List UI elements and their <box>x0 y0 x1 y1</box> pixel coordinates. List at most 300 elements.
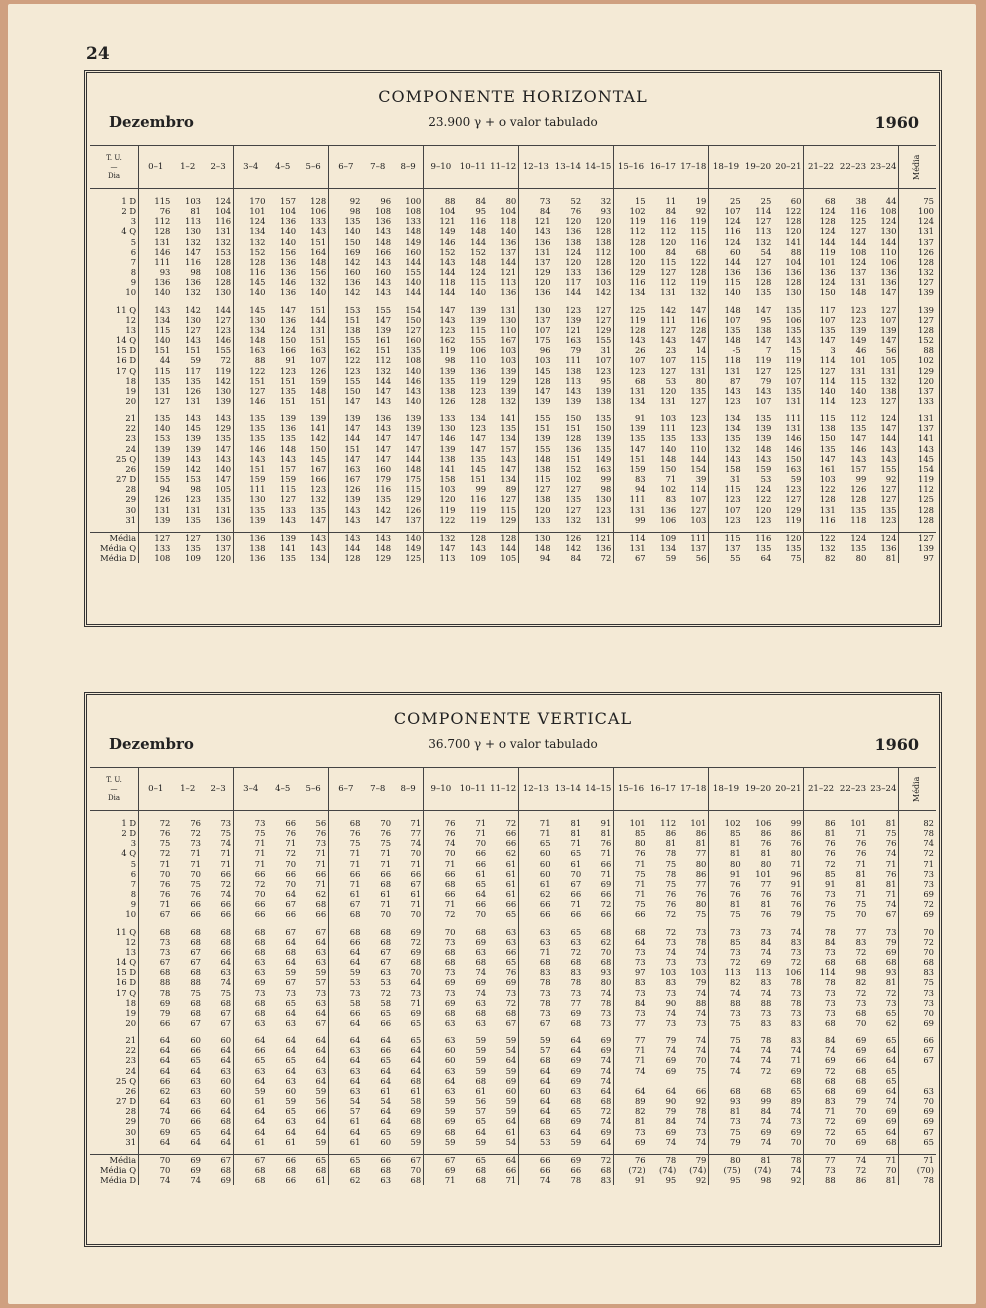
hour-header: 13–14 <box>553 768 584 811</box>
value-cell: 53 <box>665 375 677 386</box>
value-cell: 69 <box>583 1127 614 1137</box>
value-cell: 92 <box>678 206 709 216</box>
table-row <box>90 226 936 236</box>
value-cell: 148 <box>375 236 392 247</box>
value-cell: 66 <box>393 869 424 879</box>
value-cell: 73 <box>285 987 297 998</box>
value-cell: 71 <box>634 889 646 900</box>
value-cell: 73 <box>444 967 456 978</box>
value-cell: 54 <box>760 246 772 257</box>
value-cell: 135 <box>393 345 424 355</box>
value-cell: 136 <box>375 413 392 424</box>
value-cell: 71 <box>254 858 266 869</box>
value-cell: 64 <box>159 1065 171 1076</box>
value-cell: 71 <box>539 946 551 957</box>
value-cell: 116 <box>678 315 709 325</box>
value-cell: 111 <box>678 532 709 543</box>
value-cell: 143 <box>344 504 361 515</box>
hour-header: 1–2 <box>172 768 203 811</box>
value-cell: 169 <box>344 246 361 257</box>
row-label: 19 <box>90 1008 139 1018</box>
value-cell: 114 <box>755 206 772 217</box>
value-cell: 78 <box>665 848 677 859</box>
value-cell: 61 <box>285 1136 297 1147</box>
value-cell: 143 <box>488 454 519 464</box>
value-cell: 81 <box>570 828 582 839</box>
value-cell: 135 <box>819 324 836 335</box>
value-cell: 78 <box>760 1035 772 1046</box>
value-cell: 76 <box>773 899 804 909</box>
daily-mean-cell: 97 <box>899 553 936 563</box>
value-cell: 144 <box>344 433 361 444</box>
table-row <box>90 859 936 869</box>
value-cell: 76 <box>825 848 836 859</box>
value-cell: 136 <box>203 515 234 525</box>
value-cell: 123 <box>678 413 709 423</box>
value-cell: 71 <box>393 818 424 828</box>
value-cell: 136 <box>234 532 268 543</box>
value-cell: 63 <box>570 1085 582 1096</box>
value-cell: 71 <box>203 859 234 869</box>
value-cell: 83 <box>760 1017 772 1028</box>
value-cell: 155 <box>583 335 614 345</box>
value-cell: 64 <box>570 1045 582 1056</box>
value-cell: 127 <box>850 226 867 237</box>
daily-mean-cell: 63 <box>899 1086 936 1096</box>
value-cell: 112 <box>375 355 392 366</box>
value-cell: 137 <box>393 515 424 525</box>
value-cell: 68 <box>254 1165 266 1176</box>
value-cell: 126 <box>154 494 171 505</box>
table-row <box>90 474 936 484</box>
table-row <box>90 257 936 267</box>
value-cell: 140 <box>280 236 297 247</box>
value-cell: 53 <box>760 474 772 485</box>
value-cell: 73 <box>855 997 867 1008</box>
value-cell: 68 <box>254 997 266 1008</box>
value-cell: 135 <box>850 543 867 554</box>
daily-mean-cell: 127 <box>899 277 936 287</box>
value-cell: 74 <box>729 1045 741 1056</box>
value-cell: 150 <box>565 413 582 424</box>
value-cell: 64 <box>760 553 772 564</box>
value-cell: 121 <box>583 532 614 543</box>
value-cell: 71 <box>539 828 551 839</box>
value-cell: 70 <box>475 838 487 849</box>
value-cell: 147 <box>470 433 487 444</box>
value-cell: 124 <box>868 216 899 226</box>
value-cell: 148 <box>660 453 677 464</box>
value-cell: 58 <box>349 997 361 1008</box>
value-cell: 140 <box>393 277 424 287</box>
hour-header: 12–13 <box>519 146 553 189</box>
value-cell: 63 <box>298 957 329 967</box>
table-row <box>90 899 936 909</box>
value-cell: 66 <box>285 868 297 879</box>
value-cell: 81 <box>678 838 709 848</box>
value-cell: 116 <box>203 216 234 226</box>
hour-header: 16–17 <box>648 768 679 811</box>
value-cell: 148 <box>534 543 551 554</box>
value-cell: 64 <box>634 1085 646 1096</box>
value-cell: 67 <box>349 899 361 910</box>
value-cell: 61 <box>488 1127 519 1137</box>
value-cell: 66 <box>380 1017 392 1028</box>
value-cell: 127 <box>868 494 899 504</box>
row-label: 2 D <box>90 828 139 838</box>
value-cell: 93 <box>159 267 171 278</box>
value-cell: 155 <box>470 335 487 346</box>
hour-header: 0–1 <box>139 768 173 811</box>
hour-header: 3–4 <box>234 146 268 189</box>
value-cell: 68 <box>254 946 266 957</box>
daily-mean-cell: 78 <box>899 1175 936 1185</box>
value-cell: 150 <box>819 433 836 444</box>
value-cell: 147 <box>393 444 424 454</box>
value-cell: 132 <box>678 287 709 297</box>
value-cell: 81 <box>190 206 201 217</box>
value-cell: 65 <box>868 1035 899 1045</box>
value-cell: 71 <box>825 1106 836 1117</box>
value-cell: 116 <box>724 226 741 237</box>
value-cell: 61 <box>349 889 361 900</box>
value-cell: 75 <box>203 988 234 998</box>
value-cell: 69 <box>868 947 899 957</box>
value-cell: 110 <box>488 325 519 335</box>
daily-mean-cell: 71 <box>899 1154 936 1165</box>
value-cell: 78 <box>583 998 614 1008</box>
value-cell: 132 <box>868 376 899 386</box>
value-cell: 123 <box>344 365 361 376</box>
value-cell: 142 <box>344 287 361 298</box>
value-cell: 68 <box>475 1165 487 1176</box>
value-cell: 139 <box>439 365 456 376</box>
hour-header: 9–10 <box>424 768 458 811</box>
value-cell: 67 <box>190 957 201 968</box>
value-cell: 135 <box>755 543 772 554</box>
value-cell: 84 <box>539 206 551 217</box>
value-cell: 63 <box>444 1017 456 1028</box>
value-cell: 135 <box>755 287 772 298</box>
value-cell: 69 <box>583 1035 614 1045</box>
value-cell: 151 <box>154 345 171 356</box>
value-cell: 137 <box>678 543 709 553</box>
value-cell: 78 <box>539 997 551 1008</box>
value-cell: 69 <box>855 1035 867 1046</box>
value-cell: 143 <box>724 453 741 464</box>
value-cell: 64 <box>349 1126 361 1137</box>
value-cell: 69 <box>570 1007 582 1018</box>
value-cell: 125 <box>393 553 424 563</box>
value-cell: 76 <box>729 878 741 889</box>
value-cell: 69 <box>773 1127 804 1137</box>
value-cell: 99 <box>475 484 487 495</box>
row-label: 15 D <box>90 967 139 977</box>
value-cell: 88 <box>729 997 741 1008</box>
value-cell: 68 <box>190 936 201 947</box>
value-cell: 73 <box>665 957 677 968</box>
value-cell: 60 <box>539 868 551 879</box>
value-cell: 147 <box>344 423 361 434</box>
value-cell: 68 <box>298 1165 329 1175</box>
value-cell: 123 <box>755 514 772 525</box>
value-cell: 63 <box>254 957 266 968</box>
value-cell: 68 <box>475 1007 487 1018</box>
value-cell: 68 <box>349 818 361 828</box>
table-row <box>90 515 936 525</box>
value-cell: 70 <box>139 1154 173 1165</box>
value-cell: 69 <box>190 1165 201 1176</box>
row-label: 30 <box>90 505 139 515</box>
value-cell: 64 <box>488 1154 519 1165</box>
value-cell: 66 <box>203 909 234 919</box>
value-cell: 131 <box>773 396 804 406</box>
table-row <box>90 355 936 365</box>
value-cell: 163 <box>298 345 329 355</box>
value-cell: 73 <box>825 987 836 998</box>
value-cell: 113 <box>439 553 456 564</box>
table-row <box>90 484 936 494</box>
value-cell: 127 <box>583 305 614 315</box>
value-cell: 68 <box>583 927 614 937</box>
value-cell: 74 <box>760 1055 772 1066</box>
value-cell: 64 <box>190 1136 201 1147</box>
value-cell: 69 <box>855 1136 867 1147</box>
value-cell: 136 <box>488 237 519 247</box>
value-cell: 66 <box>190 1045 201 1056</box>
value-cell: 95 <box>475 206 487 217</box>
value-cell: 128 <box>470 395 487 406</box>
daily-mean-cell: 71 <box>899 859 936 869</box>
table-body <box>90 189 936 564</box>
value-cell: 56 <box>475 1096 487 1107</box>
value-cell: 144 <box>488 543 519 553</box>
value-cell: 135 <box>185 543 201 554</box>
value-cell: 68 <box>539 957 551 968</box>
value-cell: 74 <box>678 1008 709 1018</box>
value-cell: 63 <box>475 997 487 1008</box>
value-cell: 73 <box>678 957 709 967</box>
value-cell: 75 <box>634 868 646 879</box>
value-cell: 79 <box>855 1096 867 1107</box>
value-cell: 80 <box>488 196 519 206</box>
value-cell: 86 <box>665 828 677 839</box>
value-cell: 64 <box>159 1136 171 1147</box>
hour-header: 17–18 <box>678 146 709 189</box>
value-cell: 76 <box>488 967 519 977</box>
mean-row <box>90 543 936 553</box>
hour-header: 1–2 <box>172 146 203 189</box>
value-cell: 76 <box>570 206 582 217</box>
value-cell: 112 <box>660 226 677 237</box>
value-cell: 111 <box>660 423 677 434</box>
value-cell: 69 <box>634 1136 646 1147</box>
value-cell: 78 <box>665 868 677 879</box>
value-cell: 68 <box>868 1137 899 1147</box>
value-cell: 63 <box>349 1085 361 1096</box>
value-cell: 69 <box>553 1154 584 1165</box>
value-cell: 129 <box>629 267 646 278</box>
value-cell: 65 <box>773 1086 804 1096</box>
daily-mean-cell: 119 <box>899 474 936 484</box>
value-cell: 64 <box>349 1055 361 1066</box>
hour-header: 3–4 <box>234 768 268 811</box>
value-cell: 119 <box>755 355 772 366</box>
value-cell: 65 <box>380 1126 392 1137</box>
value-cell: 108 <box>868 206 899 216</box>
value-cell: 114 <box>819 375 836 386</box>
value-cell: 77 <box>393 828 424 838</box>
value-cell: 74 <box>678 947 709 957</box>
value-cell: 72 <box>868 988 899 998</box>
value-cell: 127 <box>678 396 709 406</box>
value-cell: 102 <box>629 206 646 217</box>
value-cell: 145 <box>470 463 487 474</box>
value-cell: 63 <box>444 1035 456 1046</box>
value-cell: 144 <box>393 257 424 267</box>
value-cell: 81 <box>760 848 772 859</box>
table-row <box>90 818 936 828</box>
table-row <box>90 305 936 315</box>
value-cell: 64 <box>190 1065 201 1076</box>
value-cell: 133 <box>280 504 297 515</box>
table-row <box>90 315 936 325</box>
value-cell: 104 <box>488 206 519 216</box>
value-cell: 73 <box>665 1017 677 1028</box>
value-cell: 155 <box>375 304 392 315</box>
value-cell: 69 <box>855 1085 867 1096</box>
value-cell: 143 <box>773 335 804 345</box>
value-cell: 131 <box>629 504 646 515</box>
value-cell: 113 <box>755 226 772 237</box>
value-cell: 127 <box>583 315 614 325</box>
value-cell: 73 <box>634 1007 646 1018</box>
value-cell: 130 <box>203 386 234 396</box>
value-cell: 119 <box>678 216 709 226</box>
value-cell: 59 <box>298 1086 329 1096</box>
value-cell: 138 <box>534 463 551 474</box>
table-row <box>90 277 936 287</box>
value-cell: 70 <box>475 909 487 920</box>
value-cell: 53 <box>380 977 392 988</box>
value-cell: 106 <box>298 206 329 216</box>
value-cell: 71 <box>380 858 392 869</box>
value-cell: 68 <box>634 375 646 386</box>
value-cell: 136 <box>773 267 804 277</box>
value-cell: 101 <box>850 818 867 828</box>
value-cell: 131 <box>203 505 234 515</box>
value-cell: 136 <box>534 287 551 298</box>
value-cell: 68 <box>855 1075 867 1086</box>
value-cell: 54 <box>488 1045 519 1055</box>
value-cell: 73 <box>583 1008 614 1018</box>
row-label: 11 Q <box>90 305 139 315</box>
value-cell: 131 <box>154 504 171 515</box>
value-cell: 136 <box>660 504 677 515</box>
value-cell: 127 <box>755 216 772 227</box>
value-cell: 71 <box>475 828 487 839</box>
value-cell: 128 <box>629 324 646 335</box>
value-cell: 76 <box>773 838 804 848</box>
value-cell: 131 <box>850 365 867 376</box>
row-label: 17 Q <box>90 988 139 998</box>
value-cell: 123 <box>470 423 487 434</box>
value-cell: 64 <box>298 1035 329 1045</box>
value-cell: 65 <box>380 1055 392 1066</box>
value-cell: 111 <box>249 484 266 495</box>
value-cell: 80 <box>678 376 709 386</box>
value-cell: 123 <box>868 515 899 525</box>
value-cell: 160 <box>375 267 392 278</box>
value-cell: 68 <box>349 1165 361 1176</box>
value-cell: 144 <box>375 375 392 386</box>
value-cell: 128 <box>488 532 519 543</box>
value-cell: 140 <box>488 226 519 236</box>
value-cell: 68 <box>825 1085 836 1096</box>
value-cell: 91 <box>773 879 804 889</box>
table-row <box>90 967 936 977</box>
value-cell: 135 <box>470 453 487 464</box>
value-cell: 148 <box>375 543 392 554</box>
value-cell: 53 <box>349 977 361 988</box>
value-cell: 144 <box>439 287 456 298</box>
value-cell: 143 <box>724 385 741 396</box>
value-cell: 62 <box>298 889 329 899</box>
value-cell: 175 <box>393 474 424 484</box>
value-cell: 71 <box>488 1175 519 1185</box>
value-cell: 160 <box>344 267 361 278</box>
value-cell: 69 <box>444 1165 456 1176</box>
value-cell: 76 <box>760 909 772 920</box>
value-cell: 130 <box>249 494 266 505</box>
value-cell: 84 <box>570 553 582 564</box>
value-cell: 71 <box>634 1055 646 1066</box>
value-cell: 140 <box>393 532 424 543</box>
value-cell: 151 <box>249 375 266 386</box>
value-cell: 136 <box>280 216 297 227</box>
value-cell: 77 <box>678 848 709 858</box>
value-cell: 139 <box>470 314 487 325</box>
value-cell: 143 <box>344 514 361 525</box>
value-cell: 148 <box>470 226 487 237</box>
value-cell: 153 <box>154 433 171 444</box>
value-cell: 127 <box>868 484 899 494</box>
value-cell: 144 <box>868 433 899 443</box>
value-cell: 66 <box>349 868 361 879</box>
value-cell: 73 <box>539 987 551 998</box>
value-cell: (75) <box>723 1165 741 1176</box>
header-row <box>90 768 936 811</box>
value-cell: 65 <box>254 1055 266 1066</box>
value-cell: 71 <box>868 859 899 869</box>
value-cell: 127 <box>172 532 203 543</box>
value-cell: 167 <box>344 474 361 485</box>
value-cell: 132 <box>755 236 772 247</box>
value-cell: 78 <box>825 926 836 937</box>
value-cell: 63 <box>444 1065 456 1076</box>
value-cell: 140 <box>819 385 836 396</box>
value-cell: 66 <box>203 899 234 909</box>
value-cell: 128 <box>565 433 582 444</box>
value-cell: 143 <box>755 453 772 464</box>
value-cell: 147 <box>375 453 392 464</box>
value-cell: 134 <box>298 553 329 563</box>
value-cell: 66 <box>254 899 266 910</box>
value-cell: 78 <box>570 977 582 988</box>
value-cell: 70 <box>868 1165 899 1175</box>
value-cell: 136 <box>565 443 582 454</box>
daily-mean-cell: 67 <box>899 1055 936 1065</box>
